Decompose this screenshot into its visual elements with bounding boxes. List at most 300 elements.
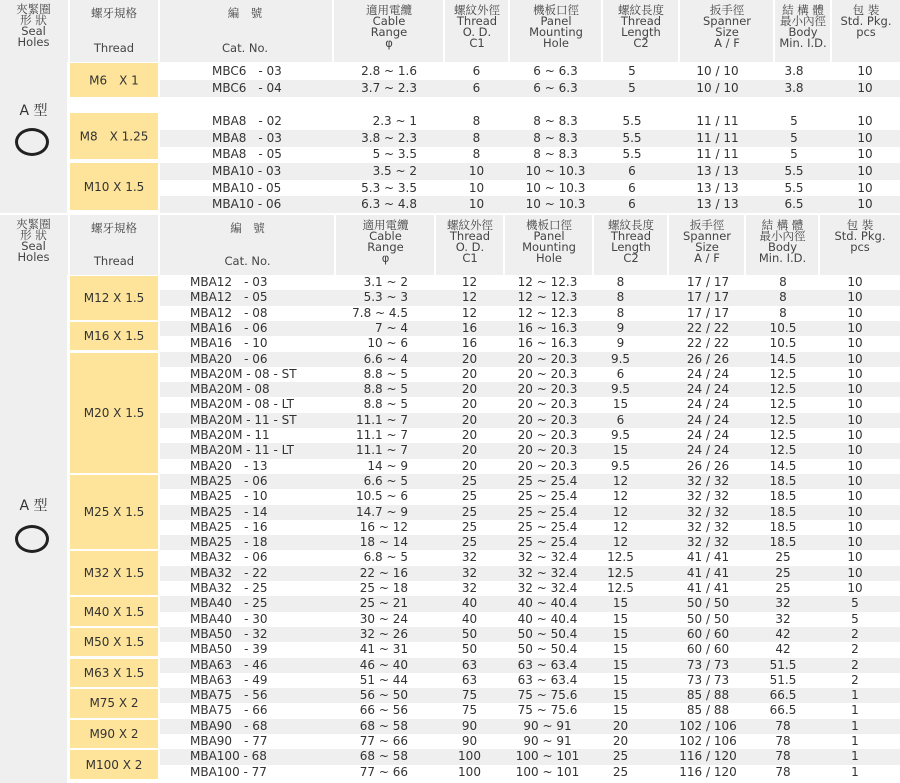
cell-od: 90 — [461, 718, 478, 733]
cell-cat: MBA90 - 68 — [190, 718, 268, 733]
cell-cat: MBA25 - 14 — [190, 504, 268, 519]
header-pkg-line: pcs — [850, 240, 870, 254]
cell-pkg: 10 — [857, 64, 873, 78]
header-shape-line: 夾緊圈 — [16, 2, 51, 16]
table-row — [160, 581, 900, 596]
cell-length: 8 — [616, 275, 625, 289]
cell-hole: 10 ~ 10.3 — [525, 164, 586, 178]
cell-span: 24 / 24 — [686, 428, 730, 442]
cell-body: 25 — [775, 581, 791, 595]
cell-cat: MBA20M - 11 — [190, 428, 270, 442]
column-divider — [773, 0, 775, 62]
thread-size-cell — [70, 276, 158, 320]
cell-hole: 16 ~ 16.3 — [517, 320, 578, 335]
cell-length: 25 — [612, 749, 629, 764]
cell-span: 17 / 17 — [686, 305, 730, 320]
cell-od: 10 — [468, 181, 485, 195]
cell-hole: 40 ~ 40.4 — [517, 611, 578, 626]
header-shape-line: Seal — [21, 239, 46, 253]
cell-length: 12 — [612, 519, 629, 534]
table-row — [160, 306, 900, 321]
cell-span: 24 / 24 — [686, 366, 730, 381]
cell-body: 12.5 — [769, 382, 797, 397]
thread-size-cell — [70, 659, 158, 688]
cell-span: 73 / 73 — [686, 657, 730, 672]
cell-pkg: 10 — [857, 164, 873, 178]
column-divider — [508, 0, 510, 62]
cell-length: 12.5 — [607, 550, 634, 565]
header-span-lines — [669, 220, 745, 264]
cell-od: 12 — [461, 305, 478, 320]
cell-hole: 90 ~ 91 — [523, 734, 572, 748]
cell-body: 66.5 — [769, 688, 797, 703]
header-body-line: 最小內徑 — [759, 229, 806, 243]
header-span-line: Spanner — [702, 14, 752, 28]
cell-hole: 100 ~ 101 — [515, 749, 580, 764]
header-length-line: 螺紋長度 — [608, 218, 654, 232]
cell-body: 18.5 — [769, 489, 797, 504]
thread-size-cell — [70, 63, 158, 97]
cell-od: 16 — [461, 336, 478, 351]
thread-size-label: M8 X 1.25 — [79, 129, 149, 144]
cell-length: 12.5 — [607, 565, 634, 580]
header-cat-en: Cat. No. — [222, 41, 268, 55]
table-row — [160, 566, 900, 581]
cell-body: 18.5 — [769, 473, 797, 488]
header-shape-line: 夾緊圈 — [16, 217, 51, 231]
header-thread — [70, 0, 158, 62]
thread-size-label: M16 X 1.5 — [83, 329, 145, 344]
cell-pkg: 1 — [851, 718, 859, 733]
table-row — [160, 535, 900, 550]
cell-range: 8.8 ~ 5 — [363, 382, 408, 397]
cell-span: 24 / 24 — [686, 443, 730, 458]
table-row — [160, 163, 900, 180]
cell-body: 3.8 — [784, 64, 804, 78]
cell-range: 6.6 ~ 5 — [363, 473, 408, 488]
column-divider — [830, 0, 832, 62]
cell-od: 63 — [461, 657, 478, 672]
table-row — [160, 382, 900, 397]
table-row — [160, 627, 900, 642]
cell-range: 11.1 ~ 7 — [355, 443, 408, 458]
thread-size-label: M90 X 2 — [89, 726, 139, 741]
thread-size-label: M63 X 1.5 — [83, 665, 145, 680]
cell-hole: 75 ~ 75.6 — [517, 688, 578, 703]
header-pkg-line: Std. Pkg. — [840, 14, 892, 28]
header-shape-lines — [0, 219, 67, 263]
header-hole-line: 機板口徑 — [533, 3, 579, 17]
cell-body: 10.5 — [769, 336, 797, 351]
cell-hole: 10 ~ 10.3 — [525, 197, 586, 211]
header-length-lines — [603, 5, 679, 49]
table-row — [160, 180, 900, 197]
cell-span: 11 / 11 — [696, 114, 739, 128]
cell-cat: MBA25 - 10 — [190, 489, 268, 504]
cell-range: 11.1 ~ 7 — [355, 428, 408, 442]
cell-range: 2.8 ~ 1.6 — [361, 64, 417, 78]
cell-body: 12.5 — [769, 412, 797, 427]
seal-shape-cell — [0, 275, 67, 783]
header-length-line: C2 — [633, 36, 649, 50]
header-span-lines — [680, 5, 774, 49]
cell-od: 12 — [461, 290, 478, 305]
cell-body: 78 — [775, 764, 791, 779]
column-divider — [334, 215, 336, 275]
table-row — [160, 459, 900, 474]
cell-cat: MBA20M - 11 - ST — [190, 412, 297, 427]
thread-size-label: M12 X 1.5 — [83, 290, 145, 305]
cell-od: 25 — [461, 519, 478, 534]
thread-size-label: M75 X 2 — [89, 696, 139, 711]
cell-span: 13 / 13 — [696, 164, 739, 178]
cell-body: 78 — [775, 718, 791, 733]
header-od-line: O. D. — [455, 240, 485, 254]
cell-length: 15 — [612, 596, 629, 611]
header-hole-line: Hole — [536, 251, 562, 265]
cell-range: 6.8 ~ 5 — [363, 550, 408, 565]
cell-pkg: 2 — [851, 642, 859, 657]
cell-od: 25 — [461, 473, 478, 488]
cell-range: 32 ~ 26 — [359, 626, 408, 641]
cell-od: 20 — [461, 382, 478, 397]
table-row — [160, 719, 900, 734]
cell-pkg: 10 — [847, 382, 863, 397]
cell-length: 9 — [616, 336, 625, 351]
header-body-lines — [775, 5, 831, 49]
cell-od: 20 — [461, 397, 478, 412]
table-row — [160, 336, 900, 351]
table-row — [160, 443, 900, 458]
cell-length: 20 — [612, 718, 629, 733]
header-cat — [160, 215, 335, 275]
cell-hole: 32 ~ 32.4 — [517, 581, 578, 595]
header-body-lines — [746, 220, 819, 264]
cell-span: 17 / 17 — [686, 275, 730, 289]
column-divider — [68, 215, 70, 275]
thread-size-cell — [70, 551, 158, 595]
cell-cat: MBA8 - 05 — [212, 147, 282, 161]
cell-cat: MBA40 - 30 — [190, 611, 268, 626]
table-row — [160, 275, 900, 290]
cell-length: 15 — [612, 703, 629, 718]
cell-pkg: 1 — [851, 688, 859, 703]
table-row — [160, 146, 900, 163]
table-row — [160, 474, 900, 489]
cell-range: 41 ~ 31 — [359, 642, 408, 657]
cell-range: 18 ~ 14 — [359, 535, 408, 550]
thread-size-cell — [70, 113, 158, 159]
header-pkg — [832, 0, 900, 62]
cell-length: 15 — [612, 642, 629, 657]
cell-pkg: 10 — [847, 305, 863, 320]
cell-range: 56 ~ 50 — [359, 688, 408, 703]
header-length-line: Thread — [620, 14, 662, 28]
cell-pkg: 10 — [847, 443, 863, 458]
cell-span: 32 / 32 — [686, 473, 730, 488]
column-divider — [68, 0, 70, 62]
header-hole — [510, 0, 602, 62]
thread-size-cell — [70, 163, 158, 210]
header-cat — [160, 0, 330, 62]
cell-cat: MBC6 - 03 — [212, 64, 282, 78]
header-span-line: 扳手徑 — [689, 218, 725, 232]
header-shape-line: 形 狀 — [20, 13, 47, 27]
column-divider — [158, 0, 160, 62]
cell-pkg: 2 — [851, 657, 859, 672]
cell-pkg: 10 — [847, 535, 863, 550]
table-row — [160, 658, 900, 673]
cell-od: 32 — [461, 581, 478, 595]
cell-range: 77 ~ 66 — [359, 734, 408, 748]
cell-body: 5 — [790, 114, 798, 128]
cell-od: 8 — [472, 131, 481, 145]
cell-cat: MBA40 - 25 — [190, 596, 268, 611]
cell-hole: 63 ~ 63.4 — [517, 657, 578, 672]
cell-od: 100 — [458, 764, 481, 779]
cell-od: 100 — [458, 749, 481, 764]
table-row — [160, 113, 900, 130]
header-range-line: φ — [385, 36, 393, 50]
header-shape-line: Holes — [17, 35, 50, 49]
header-thread-en: Thread — [93, 41, 135, 55]
cell-hole: 10 ~ 10.3 — [525, 181, 586, 195]
header-od-line: C1 — [469, 36, 485, 50]
cell-span: 10 / 10 — [696, 64, 739, 78]
cell-pkg: 10 — [847, 290, 863, 305]
cell-cat: MBA8 - 03 — [212, 131, 282, 145]
header-range-line: Cable — [369, 229, 402, 243]
header-shape — [0, 215, 67, 275]
header-pkg-lines — [820, 220, 900, 253]
cell-length: 15 — [612, 626, 629, 641]
cell-od: 16 — [461, 320, 478, 335]
cell-hole: 12 ~ 12.3 — [517, 290, 578, 305]
cell-range: 30 ~ 24 — [359, 611, 408, 626]
cell-cat: MBA50 - 32 — [190, 626, 268, 641]
cell-body: 12.5 — [769, 443, 797, 458]
cell-body: 10.5 — [769, 320, 797, 335]
cell-hole: 6 ~ 6.3 — [533, 81, 578, 95]
cell-length: 9.5 — [610, 428, 631, 442]
cell-pkg: 5 — [851, 596, 859, 611]
header-shape — [0, 0, 67, 62]
cell-span: 13 / 13 — [696, 181, 739, 195]
cell-span: 26 / 26 — [686, 351, 730, 366]
cell-cat: MBA20M - 08 — [190, 382, 270, 397]
header-body-line: 結 構 體 — [761, 218, 804, 232]
table-header — [0, 0, 900, 62]
cell-range: 46 ~ 40 — [359, 657, 408, 672]
cell-cat: MBA10 - 06 — [212, 197, 282, 211]
cell-body: 42 — [775, 626, 791, 641]
cell-range: 66 ~ 56 — [359, 703, 408, 718]
header-body-line: 結 構 體 — [782, 3, 824, 17]
header-body-line: Body — [788, 25, 818, 39]
header-hole-lines — [510, 5, 602, 49]
header-hole-line: Panel — [540, 14, 572, 28]
table-row — [160, 749, 900, 764]
cell-hole: 40 ~ 40.4 — [517, 596, 578, 611]
header-range-line: φ — [381, 251, 390, 265]
cell-cat: MBA20M - 11 - LT — [190, 443, 294, 458]
header-length — [603, 0, 679, 62]
table-small-sizes — [0, 0, 900, 213]
cell-hole: 63 ~ 63.4 — [517, 672, 578, 687]
header-pkg-line: pcs — [856, 25, 876, 39]
cell-cat: MBA50 - 39 — [190, 642, 268, 657]
cell-cat: MBA25 - 18 — [190, 535, 268, 550]
cell-range: 5.3 ~ 3 — [363, 290, 408, 305]
thread-size-label: M6 X 1 — [89, 73, 139, 88]
cell-hole: 20 ~ 20.3 — [517, 412, 578, 427]
header-od-line: C1 — [462, 251, 478, 265]
header-od-line: O. D. — [462, 25, 492, 39]
header-cat-zh: 編 號 — [227, 6, 263, 20]
cell-cat: MBA32 - 22 — [190, 565, 268, 580]
cell-od: 20 — [461, 366, 478, 381]
cell-length: 5.5 — [622, 147, 642, 161]
table-row — [160, 428, 900, 443]
column-divider — [592, 215, 594, 275]
cell-od: 63 — [461, 672, 478, 687]
cell-span: 11 / 11 — [696, 147, 739, 161]
cell-length: 6 — [628, 164, 636, 178]
header-body-line: Min. I.D. — [758, 251, 807, 265]
cell-body: 12.5 — [769, 428, 797, 442]
cell-od: 90 — [461, 734, 478, 748]
column-divider — [503, 215, 505, 275]
cell-body: 12.5 — [769, 366, 797, 381]
cell-pkg: 10 — [847, 397, 863, 412]
header-length-line: 螺紋長度 — [618, 3, 664, 17]
header-hole-line: Hole — [543, 36, 569, 50]
table-row — [160, 80, 900, 97]
header-span-line: 扳手徑 — [709, 3, 745, 17]
cell-length: 12 — [612, 504, 629, 519]
cell-cat: MBA20 - 06 — [190, 351, 268, 366]
cell-cat: MBA25 - 06 — [190, 473, 268, 488]
cell-length: 5.5 — [622, 131, 642, 145]
cell-od: 40 — [461, 611, 478, 626]
cell-pkg: 1 — [851, 764, 859, 779]
cell-body: 5 — [790, 131, 798, 145]
header-range — [334, 0, 444, 62]
header-span-line: A / F — [714, 36, 740, 50]
header-span-line: A / F — [694, 251, 720, 265]
header-shape-line: Seal — [21, 24, 46, 38]
header-od-lines — [436, 220, 504, 264]
cell-od: 20 — [461, 428, 478, 442]
seal-type-label: A 型 — [19, 103, 48, 119]
header-pkg-lines — [832, 5, 900, 38]
header-span-line: Size — [695, 240, 719, 254]
cell-pkg: 10 — [847, 412, 863, 427]
header-span-line: Size — [715, 25, 739, 39]
cell-span: 32 / 32 — [686, 489, 730, 504]
cell-od: 40 — [461, 596, 478, 611]
header-thread-zh: 螺牙規格 — [91, 6, 137, 20]
cell-body: 8 — [779, 305, 787, 320]
header-thread-zh: 螺牙規格 — [91, 221, 137, 235]
cell-od: 20 — [461, 351, 478, 366]
cell-pkg: 10 — [847, 351, 863, 366]
cell-hole: 20 ~ 20.3 — [517, 382, 578, 397]
cell-length: 25 — [612, 764, 629, 779]
cell-range: 6.6 ~ 4 — [363, 351, 408, 366]
header-length-lines — [594, 220, 668, 264]
table-row — [160, 63, 900, 80]
header-thread-en: Thread — [93, 254, 135, 268]
cell-body: 78 — [775, 749, 791, 764]
header-od-line: Thread — [456, 14, 498, 28]
seal-shape-cell — [0, 62, 67, 213]
table-row — [160, 367, 900, 382]
cell-range: 10.5 ~ 6 — [355, 489, 408, 504]
cell-cat: MBA63 - 46 — [190, 657, 268, 672]
cell-hole: 20 ~ 20.3 — [517, 428, 578, 442]
cell-cat: MBA16 - 10 — [190, 336, 268, 351]
cell-hole: 12 ~ 12.3 — [517, 305, 578, 320]
table-header — [0, 215, 900, 275]
cell-hole: 8 ~ 8.3 — [533, 147, 578, 161]
cell-cat: MBA32 - 06 — [190, 550, 268, 565]
cell-od: 32 — [461, 550, 478, 565]
cell-span: 116 / 120 — [679, 749, 737, 764]
column-divider — [443, 0, 445, 62]
cell-body: 42 — [775, 642, 791, 657]
seal-ring-icon — [15, 525, 49, 553]
cell-pkg: 10 — [847, 336, 863, 351]
cell-hole: 8 ~ 8.3 — [533, 131, 578, 145]
cell-range: 68 ~ 58 — [359, 749, 408, 764]
cell-cat: MBC6 - 04 — [212, 81, 282, 95]
table-row — [160, 489, 900, 504]
cell-body: 8 — [779, 290, 787, 305]
table-row — [160, 765, 900, 780]
cell-length: 20 — [612, 734, 629, 748]
table-row — [160, 550, 900, 565]
cell-range: 3.5 ~ 2 — [372, 164, 417, 178]
cell-span: 13 / 13 — [696, 197, 739, 211]
cell-hole: 20 ~ 20.3 — [517, 366, 578, 381]
cell-pkg: 10 — [847, 320, 863, 335]
header-pkg-line: Std. Pkg. — [834, 229, 886, 243]
thread-size-cell — [70, 475, 158, 550]
cell-range: 14.7 ~ 9 — [355, 504, 408, 519]
thread-size-label: M25 X 1.5 — [83, 505, 145, 520]
cell-length: 5 — [628, 81, 636, 95]
column-divider — [678, 0, 680, 62]
cell-body: 12.5 — [769, 397, 797, 412]
header-span — [680, 0, 774, 62]
cell-cat: MBA12 - 08 — [190, 305, 268, 320]
cell-pkg: 10 — [857, 131, 873, 145]
cell-span: 102 / 106 — [679, 734, 737, 748]
thread-size-cell — [70, 750, 158, 779]
table-row — [160, 596, 900, 611]
cell-span: 102 / 106 — [679, 718, 737, 733]
cell-span: 24 / 24 — [686, 382, 730, 397]
cell-body: 78 — [775, 734, 791, 748]
cell-cat: MBA90 - 77 — [190, 734, 268, 748]
cell-range: 7.8 ~ 4.5 — [352, 305, 408, 320]
header-od-line: 螺紋外徑 — [447, 218, 493, 232]
cell-body: 14.5 — [769, 458, 797, 473]
cell-span: 10 / 10 — [696, 81, 739, 95]
cell-od: 25 — [461, 535, 478, 550]
cell-od: 20 — [461, 458, 478, 473]
